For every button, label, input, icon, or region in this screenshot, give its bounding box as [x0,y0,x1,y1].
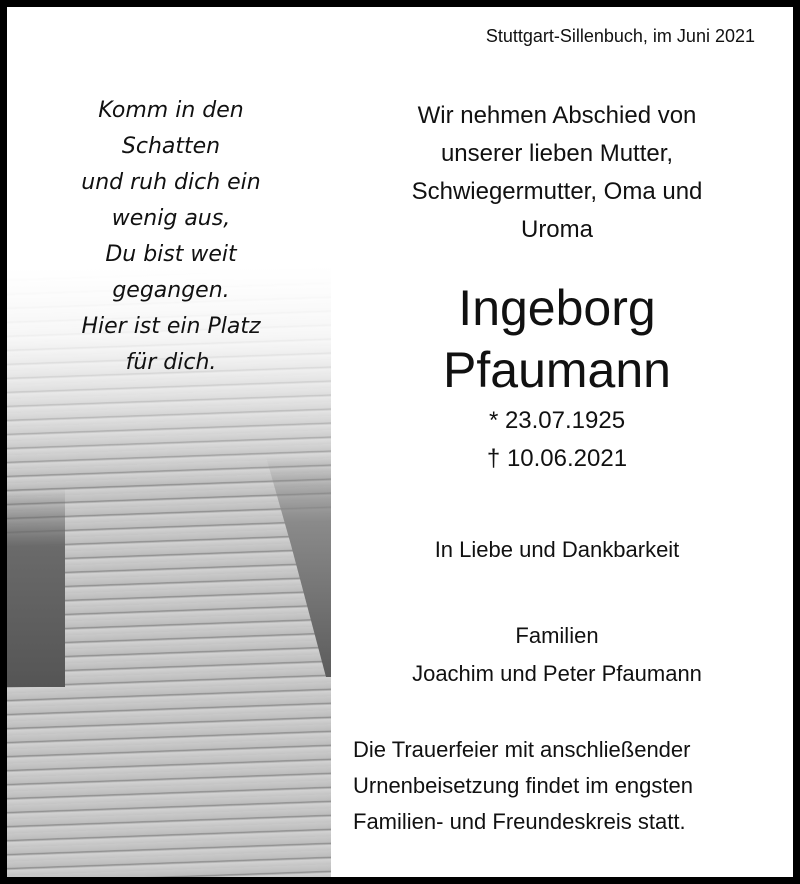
place-date: Stuttgart-Sillenbuch, im Juni 2021 [485,26,755,46]
ceremony-line: Familien- und Freundeskreis statt. [353,809,686,834]
poem-line: Du bist weit [105,242,237,267]
poem-line: für dich. [125,350,217,375]
intro-line: unserer lieben Mutter, [440,140,674,167]
grass-left [7,487,65,687]
obituary-notice [7,7,793,877]
closing-line: In Liebe und Dankbarkeit [434,537,680,562]
poem-line: und ruh dich ein [81,170,261,195]
intro-line: Uroma [520,216,593,243]
life-dates [347,402,767,478]
last-name: Pfaumann [443,342,671,398]
grass-right [231,457,331,677]
intro-line: Schwiegermutter, Oma und [411,178,703,205]
families [347,617,767,693]
birth-date: * 23.07.1925 [488,407,626,434]
ceremony-info [353,732,773,840]
poem-line: wenig aus, [111,206,231,231]
intro-text [347,97,767,249]
death-date: † 10.06.2021 [486,445,628,472]
poem-line: Schatten [121,134,221,159]
deceased-name [347,277,767,401]
families-names: Joachim und Peter Pfaumann [412,661,702,686]
poem-line: Komm in den [98,98,244,123]
poem-line: gegangen. [112,278,230,303]
intro-line: Wir nehmen Abschied von [417,102,697,129]
poem-line: Hier ist ein Platz [81,314,261,339]
ceremony-line: Urnenbeisetzung findet im engsten [353,773,693,798]
first-name: Ingeborg [458,280,656,336]
poem [37,93,305,381]
ceremony-line: Die Trauerfeier mit anschließender [353,737,691,762]
families-label: Familien [515,623,599,648]
